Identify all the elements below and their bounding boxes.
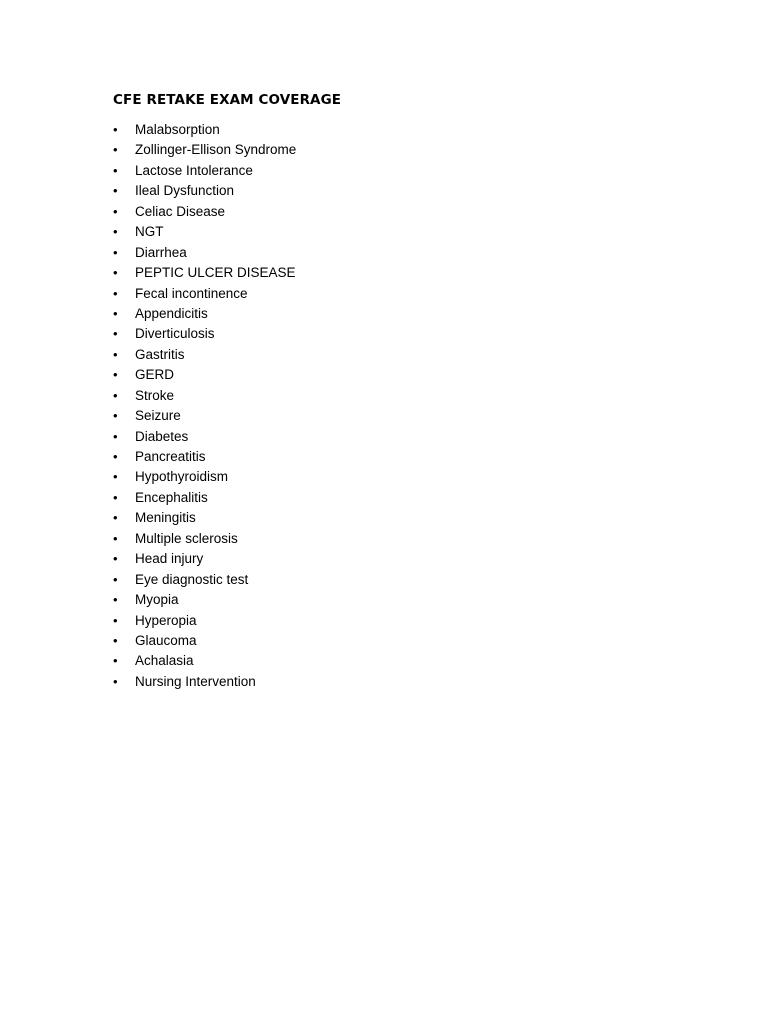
list-item-label: Diarrhea — [135, 244, 187, 260]
bullet-icon: • — [113, 551, 118, 567]
topic-list — [113, 120, 673, 692]
list-item — [113, 140, 673, 160]
list-item-label: Seizure — [135, 408, 181, 424]
list-item — [113, 386, 673, 406]
list-item-label: Diverticulosis — [135, 326, 215, 342]
bullet-icon: • — [113, 428, 118, 444]
list-item-label: Lactose Intolerance — [135, 162, 253, 178]
list-item-label: Hypothyroidism — [135, 469, 229, 485]
list-item — [113, 508, 673, 528]
list-item-label: NGT — [135, 224, 164, 240]
list-item — [113, 202, 673, 222]
list-item — [113, 447, 673, 467]
list-item — [113, 120, 673, 140]
list-item-label: GERD — [135, 367, 175, 383]
list-item — [113, 467, 673, 487]
list-item-label: Fecal incontinence — [135, 285, 248, 301]
bullet-icon: • — [113, 244, 118, 260]
list-item-label: Multiple sclerosis — [135, 530, 238, 546]
list-item — [113, 406, 673, 426]
list-item-label: Achalasia — [135, 653, 194, 669]
bullet-icon: • — [113, 408, 118, 424]
bullet-icon: • — [113, 224, 118, 240]
bullet-icon: • — [113, 367, 118, 383]
list-item — [113, 222, 673, 242]
bullet-icon: • — [113, 203, 118, 219]
list-item — [113, 631, 673, 651]
list-item — [113, 611, 673, 631]
bullet-icon: • — [113, 571, 118, 587]
list-item-label: Pancreatitis — [135, 449, 206, 464]
document-title: CFE RETAKE EXAM COVERAGE — [113, 92, 342, 108]
bullet-icon: • — [113, 265, 118, 281]
bullet-icon: • — [113, 122, 118, 137]
bullet-icon: • — [113, 162, 118, 178]
list-item-label: Appendicitis — [135, 305, 208, 321]
bullet-icon: • — [113, 387, 118, 403]
bullet-icon: • — [113, 673, 118, 689]
bullet-icon: • — [113, 653, 118, 669]
list-item-label: Celiac Disease — [135, 203, 226, 219]
list-item — [113, 304, 673, 324]
list-item — [113, 570, 673, 590]
bullet-icon: • — [113, 449, 118, 464]
list-item-label: Zollinger-Ellison Syndrome — [135, 142, 297, 158]
bullet-icon: • — [113, 469, 118, 485]
bullet-icon: • — [113, 632, 118, 648]
bullet-icon: • — [113, 592, 118, 608]
list-item — [113, 590, 673, 610]
list-item-label: Meningitis — [135, 510, 196, 526]
list-item-label: Ileal Dysfunction — [135, 183, 235, 199]
list-item — [113, 365, 673, 385]
list-item — [113, 529, 673, 549]
document-body — [113, 90, 673, 692]
list-item — [113, 284, 673, 304]
list-item — [113, 345, 673, 365]
list-item-label: Head injury — [135, 551, 204, 567]
list-item-label: Eye diagnostic test — [135, 571, 249, 587]
list-item-label: Diabetes — [135, 428, 189, 444]
list-item-label: Malabsorption — [135, 122, 220, 137]
list-item — [113, 263, 673, 283]
list-item — [113, 549, 673, 569]
bullet-icon: • — [113, 489, 118, 505]
bullet-icon: • — [113, 326, 118, 342]
list-item-label: Encephalitis — [135, 489, 208, 505]
bullet-icon: • — [113, 530, 118, 546]
bullet-icon: • — [113, 510, 118, 526]
list-item — [113, 427, 673, 447]
list-item — [113, 651, 673, 671]
list-item — [113, 243, 673, 263]
list-item-label: Nursing Intervention — [135, 673, 256, 689]
list-item-label: Gastritis — [135, 346, 185, 362]
bullet-icon: • — [113, 305, 118, 321]
list-item-label: Glaucoma — [135, 632, 197, 648]
list-item — [113, 324, 673, 344]
bullet-icon: • — [113, 183, 118, 199]
bullet-icon: • — [113, 285, 118, 301]
list-item-label: Hyperopia — [135, 612, 197, 628]
bullet-icon: • — [113, 142, 118, 158]
list-item-label: PEPTIC ULCER DISEASE — [135, 265, 296, 281]
bullet-icon: • — [113, 612, 118, 628]
bullet-icon: • — [113, 346, 118, 362]
list-item — [113, 672, 673, 692]
list-item-label: Myopia — [135, 592, 179, 608]
list-item — [113, 181, 673, 201]
list-item — [113, 488, 673, 508]
list-item-label: Stroke — [135, 387, 175, 403]
list-item — [113, 161, 673, 181]
